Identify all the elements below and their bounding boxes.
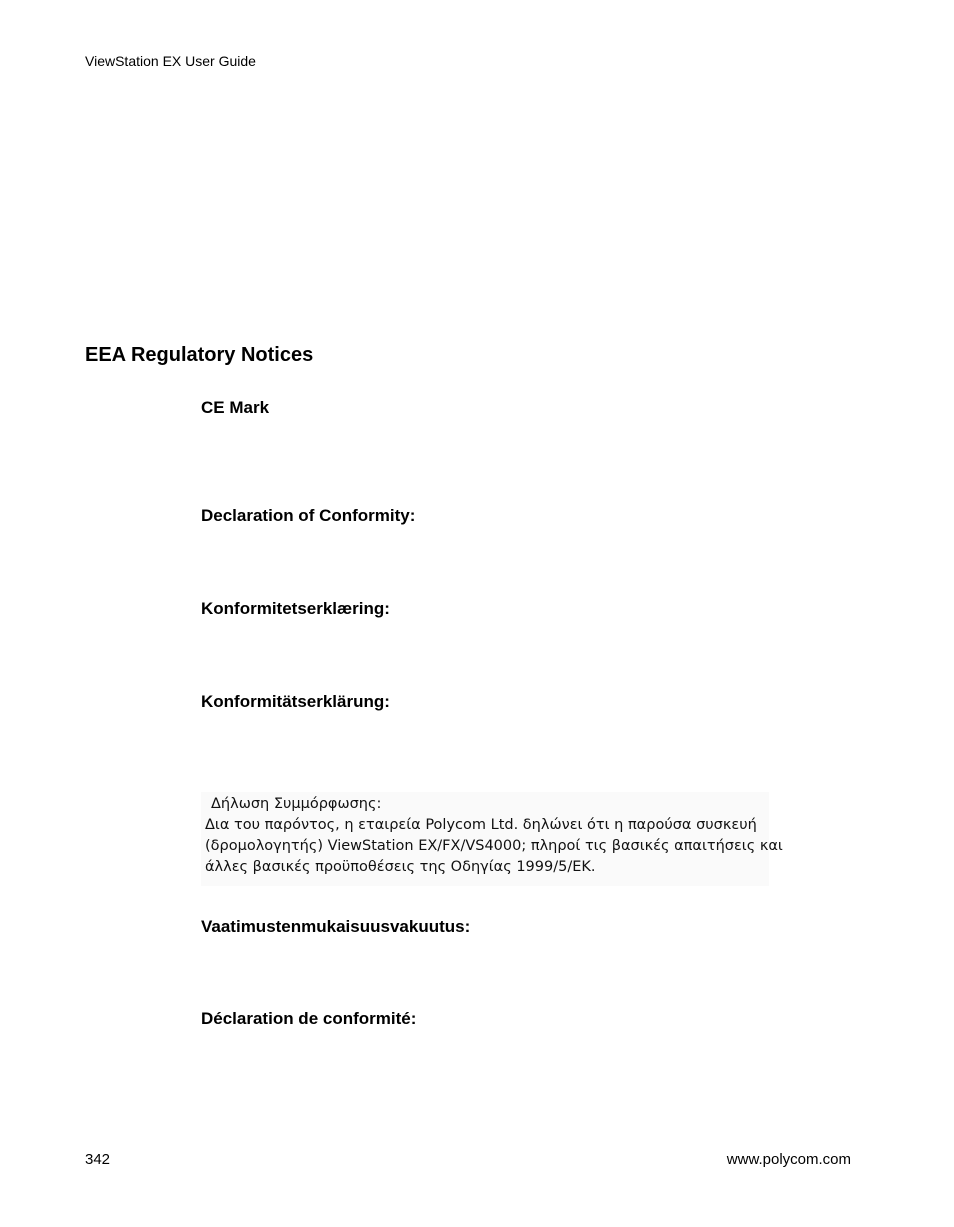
running-header: ViewStation EX User Guide xyxy=(85,53,256,69)
vaatimustenmukaisuusvakuutus-heading: Vaatimustenmukaisuusvakuutus: xyxy=(201,917,471,936)
konformitaetserklaerung-heading: Konformitätserklärung: xyxy=(201,692,390,711)
greek-declaration-line-3: άλλες βασικές προϋποθέσεις της Οδηγίας 1999/5/ΕΚ. xyxy=(205,859,596,875)
section-heading: EEA Regulatory Notices xyxy=(85,344,314,366)
greek-declaration-title: Δήλωση Συμμόρφωσης: xyxy=(211,796,382,812)
footer-url: www.polycom.com xyxy=(726,1151,851,1168)
declaration-de-conformite-heading: Déclaration de conformité: xyxy=(201,1009,417,1028)
ce-mark-heading: CE Mark xyxy=(201,398,270,417)
greek-declaration-line-1: Δια του παρόντος, η εταιρεία Polycom Ltd. δηλώνει ότι η παρούσα συσκευή xyxy=(205,817,757,833)
greek-declaration-image xyxy=(201,792,783,886)
konformitetserklaering-heading: Konformitetserklæring: xyxy=(201,599,390,618)
declaration-of-conformity-heading: Declaration of Conformity: xyxy=(201,506,416,525)
page-number: 342 xyxy=(85,1151,111,1168)
greek-declaration-line-2: (δρομολογητής) ViewStation EX/FX/VS4000; πληροί τις βασικές απαιτήσεις και xyxy=(205,838,783,854)
